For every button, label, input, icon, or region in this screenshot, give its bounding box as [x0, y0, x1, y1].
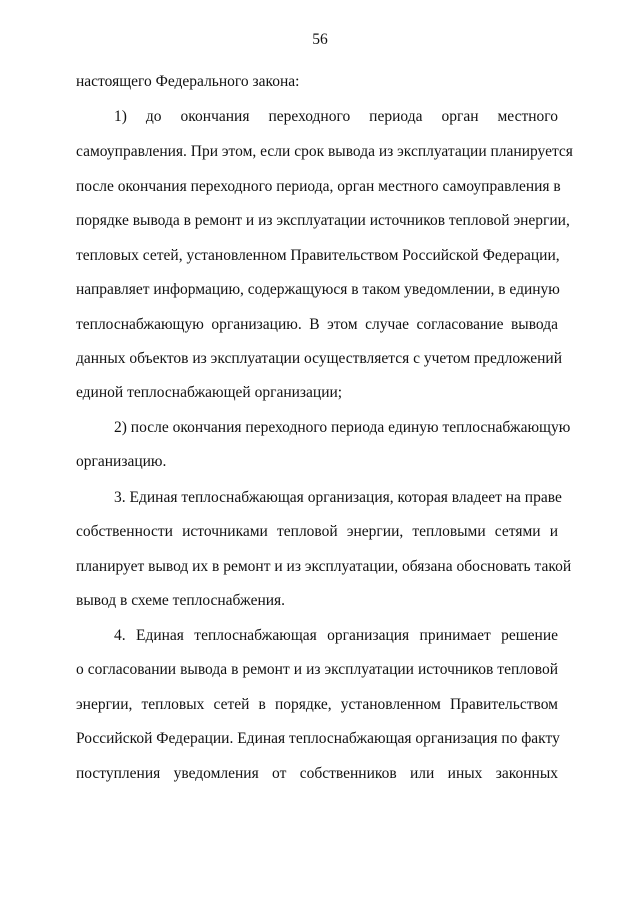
- text-line: планирует вывод их в ремонт и из эксплуатации, обязана обосновать такой: [76, 558, 572, 575]
- text-line: энергии, тепловых сетей в порядке, установленном Правительством: [76, 696, 558, 713]
- text-line: самоуправления. При этом, если срок вывода из эксплуатации планируется: [76, 143, 573, 160]
- text-line: о согласовании вывода в ремонт и из эксплуатации источников тепловой: [76, 661, 558, 678]
- text-line: поступления уведомления от собственников или иных законных: [76, 765, 558, 782]
- text-line: настоящего Федерального закона:: [76, 73, 300, 90]
- text-line: вывод в схеме теплоснабжения.: [76, 592, 286, 609]
- text-line: собственности источниками тепловой энергии, тепловыми сетями и: [76, 523, 558, 540]
- text-line: 4. Единая теплоснабжающая организация принимает решение: [114, 627, 558, 644]
- text-line: 1) до окончания переходного периода орган местного: [114, 108, 558, 125]
- text-line: порядке вывода в ремонт и из эксплуатации источников тепловой энергии,: [76, 212, 570, 229]
- text-line: после окончания переходного периода, орган местного самоуправления в: [76, 178, 561, 195]
- text-line: направляет информацию, содержащуюся в таком уведомлении, в единую: [76, 281, 560, 298]
- text-line: единой теплоснабжающей организации;: [76, 384, 343, 401]
- text-line: организацию.: [76, 453, 167, 470]
- text-line: 3. Единая теплоснабжающая организация, которая владеет на праве: [114, 489, 562, 506]
- text-line: 2) после окончания переходного периода единую теплоснабжающую: [114, 419, 571, 436]
- text-line: тепловых сетей, установленном Правительством Российской Федерации,: [76, 247, 560, 264]
- text-line: Российской Федерации. Единая теплоснабжающая организация по факту: [76, 730, 560, 747]
- text-line: данных объектов из эксплуатации осуществляется с учетом предложений: [76, 350, 562, 367]
- text-line: теплоснабжающую организацию. В этом случае согласование вывода: [76, 316, 558, 333]
- page-number: 56: [312, 31, 328, 48]
